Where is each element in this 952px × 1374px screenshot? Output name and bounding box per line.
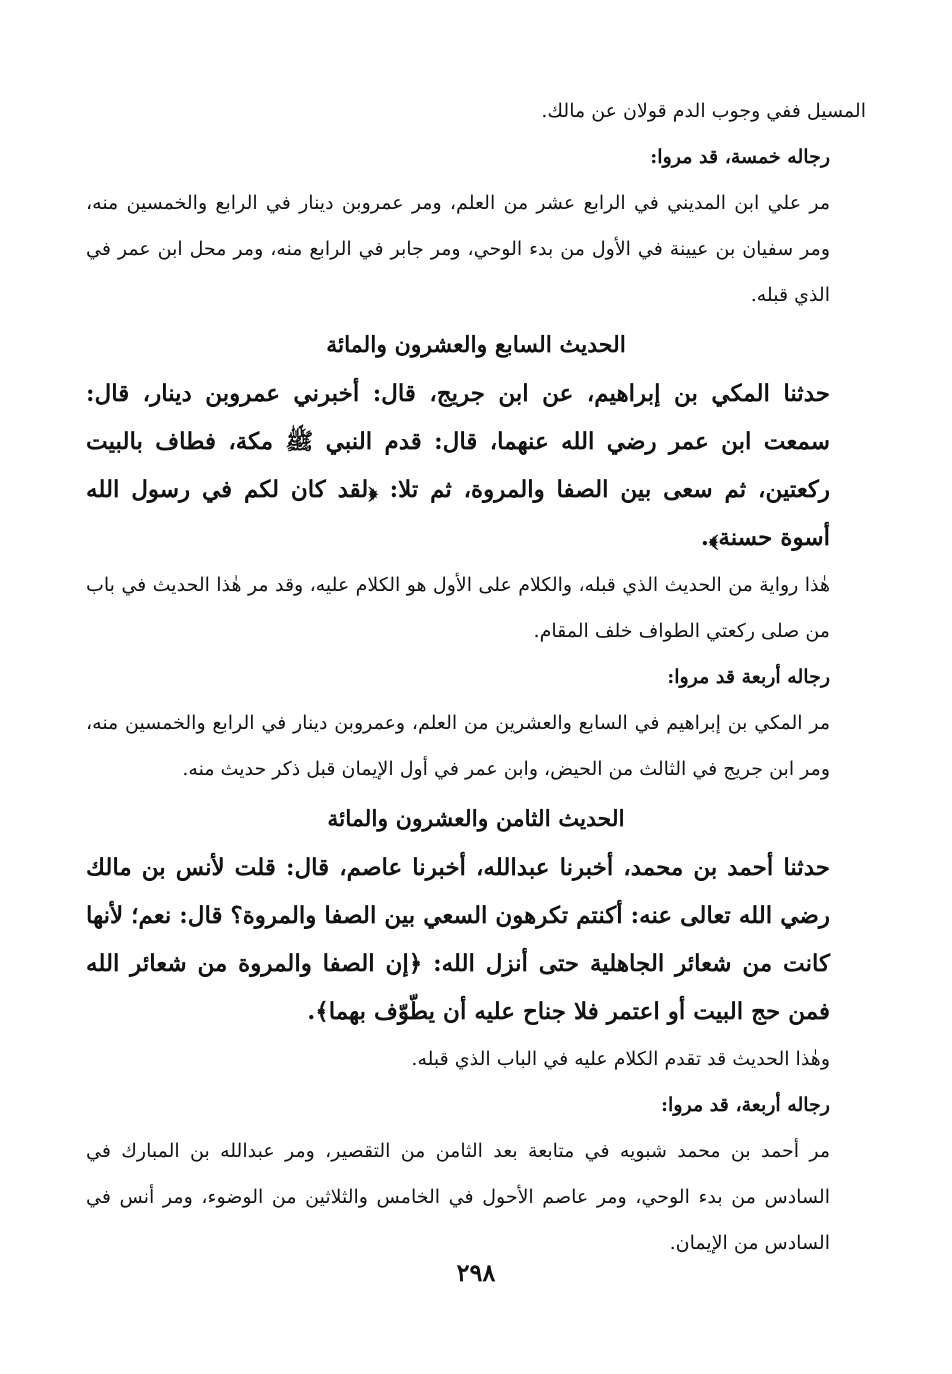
narrators-heading-2: رجاله أربعة قد مروا: <box>667 666 830 688</box>
narrators-heading-1: رجاله خمسة، قد مروا: <box>650 146 830 168</box>
page-body <box>86 88 866 1266</box>
continuation-paragraph: المسيل ففي وجوب الدم قولان عن مالك. <box>541 100 866 122</box>
hadith-heading-127: الحديث السابع والعشرون والمائة <box>326 332 626 358</box>
hadith-heading-128: الحديث الثامن والعشرون والمائة <box>327 806 625 832</box>
page-number: ٢٩٨ <box>456 1258 496 1287</box>
hadith-text-128: حدثنا أحمد بن محمد، أخبرنا عبدالله، أخبرنا عاصم، قال: قلت لأنس بن مالك رضي الله تعالى عنه: أكنتم تكرهون السعي بين الصفا والمروة؟ قال: نعم؛ لأنها كانت من شعائر الجاهلية حتى أنزل الله: ﴿إن الصفا والمروة من شعائر الله فمن حج البيت أو اعتمر فلا جناح عليه أن يطّوّف بهما﴾. <box>86 854 830 1025</box>
commentary-paragraph-127: هٰذا رواية من الحديث الذي قبله، والكلام على الأول هو الكلام عليه، وقد مر هٰذا الحديث في باب من صلى ركعتي الطواف خلف المقام. <box>86 574 830 642</box>
narrators-paragraph-3: مر أحمد بن محمد شبويه في متابعة بعد الثامن من التقصير، ومر عبدالله بن المبارك في السادس من بدء الوحي، ومر عاصم الأحول في الخامس والثلاثين من الوضوء، ومر أنس في السادس من الإيمان. <box>86 1140 830 1254</box>
narrators-paragraph-2: مر المكي بن إبراهيم في السابع والعشرين من العلم، وعمروبن دينار في الرابع والخمسين منه، ومر ابن جريج في الثالث من الحيض، وابن عمر في أول الإيمان قبل ذكر حديث منه. <box>86 712 830 780</box>
commentary-paragraph-128: وهٰذا الحديث قد تقدم الكلام عليه في الباب الذي قبله. <box>411 1048 830 1070</box>
narrators-heading-3: رجاله أربعة، قد مروا: <box>661 1094 830 1116</box>
narrators-paragraph-1: مر علي ابن المديني في الرابع عشر من العلم، ومر عمروبن دينار في الرابع والخمسين منه، ومر سفيان بن عيينة في الأول من بدء الوحي، ومر جابر في الرابع منه، ومر محل ابن عمر في الذي قبله. <box>86 192 830 306</box>
hadith-text-127: حدثنا المكي بن إبراهيم، عن ابن جريج، قال: أخبرني عمروبن دينار، قال: سمعت ابن عمر رضي الله عنهما، قال: قدم النبي ﷺ مكة، فطاف بالبيت ركعتين، ثم سعى بين الصفا والمروة، ثم تلا: ﴿لقد كان لكم في رسول الله أسوة حسنة﴾. <box>86 380 830 551</box>
